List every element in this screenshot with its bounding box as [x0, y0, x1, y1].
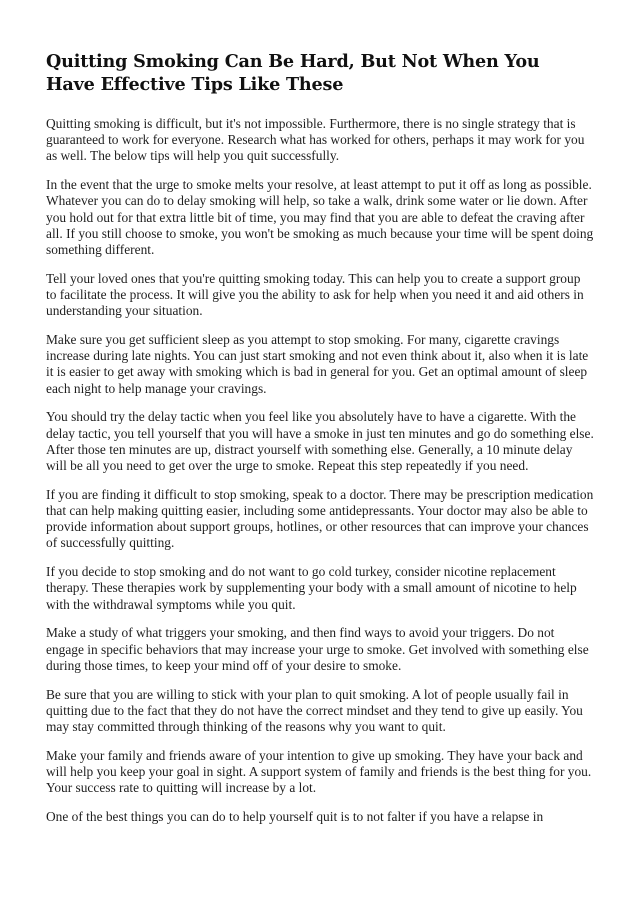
document-body	[46, 116, 594, 825]
paragraph: Make a study of what triggers your smoking, and then find ways to avoid your triggers. Do not engage in specific behaviors that may increase your urge to smoke. Get involved with something else during those times, to keep your mind off of your desire to smoke.	[46, 625, 589, 673]
paragraph: If you are finding it difficult to stop smoking, speak to a doctor. There may be prescription medication that can help making quitting easier, including some antidepressants. Your doctor may also be able to provide information about support groups, hotlines, or other resources that can improve your chances of successfully quitting.	[46, 486, 594, 551]
paragraph: One of the best things you can do to help yourself quit is to not falter if you have a relapse in	[46, 809, 544, 825]
paragraph: Make sure you get sufficient sleep as you attempt to stop smoking. For many, cigarette cravings increase during late nights. You can just start smoking and not even think about it, also when it is late it is easier to get away with smoking which is bad in general for you. Get an optimal amount of sleep each night to help manage your cravings.	[46, 332, 589, 396]
paragraph: If you decide to stop smoking and do not want to go cold turkey, consider nicotine replacement therapy. These therapies work by supplementing your body with a small amount of nicotine to help with the withdrawal symptoms while you quit.	[46, 564, 577, 612]
paragraph: In the event that the urge to smoke melts your resolve, at least attempt to put it off as long as possible. Whatever you can do to delay smoking will help, so take a walk, drink some water or lie down. After you hold out for that extra little bit of time, you may find that you are able to defeat the craving after all. If you still choose to smoke, you won't be smoking as much because your time will be spent doing something different.	[46, 177, 594, 258]
paragraph: You should try the delay tactic when you feel like you absolutely have to have a cigarette. With the delay tactic, you tell yourself that you will have a smoke in just ten minutes and go do something else. After those ten minutes are up, distract yourself with something else. Generally, a 10 minute delay will be all you need to get over the urge to smoke. Repeat this step repeatedly if you need.	[46, 409, 594, 474]
paragraph: Quitting smoking is difficult, but it's not impossible. Furthermore, there is no single strategy that is guaranteed to work for everyone. Research what has worked for others, perhaps it may work for you as well. The below tips will help you quit successfully.	[46, 116, 585, 164]
paragraph: Tell your loved ones that you're quitting smoking today. This can help you to create a support group to facilitate the process. It will give you the ability to ask for help when you need it and aid others in understanding your situation.	[46, 270, 584, 319]
document-title: Quitting Smoking Can Be Hard, But Not When You Have Effective Tips Like These	[46, 51, 540, 95]
paragraph: Make your family and friends aware of your intention to give up smoking. They have your back and will help you keep your goal in sight. A support system of family and friends is the best thing for you. Your success rate to quitting will increase by a lot.	[46, 747, 592, 796]
paragraph: Be sure that you are willing to stick with your plan to quit smoking. A lot of people usually fail in quitting due to the fact that they do not have the correct mindset and they tend to give up easily. You may stay committed through thinking of the reasons why you want to quit.	[46, 686, 583, 735]
